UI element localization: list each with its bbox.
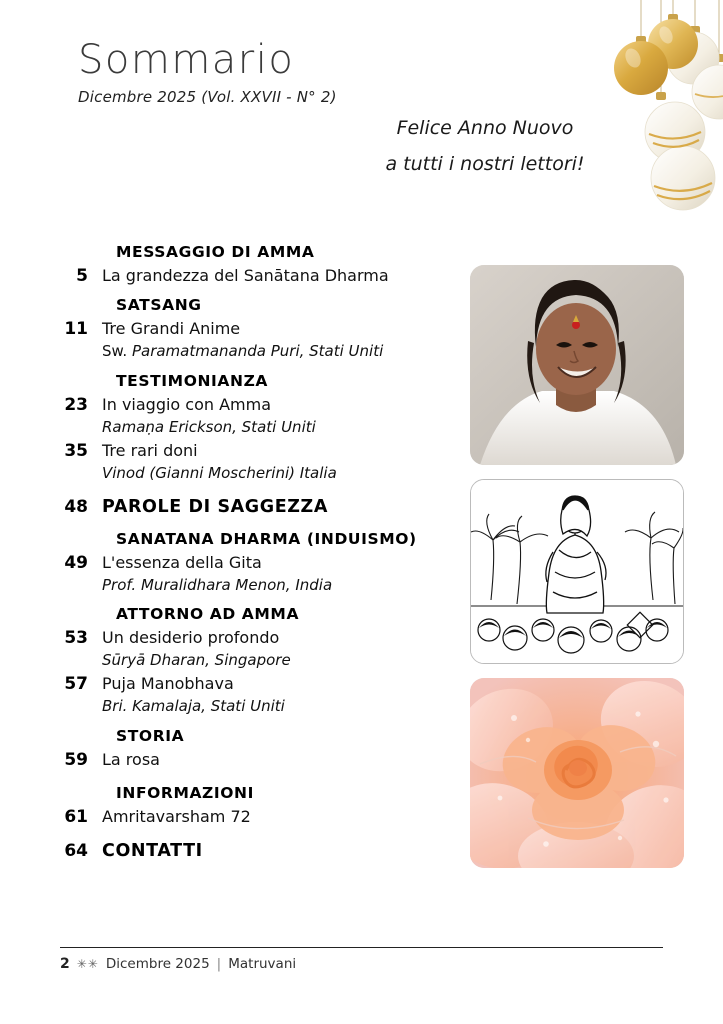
new-year-greeting [360, 110, 610, 182]
toc-section-heading: ATTORNO AD AMMA [116, 605, 300, 624]
toc-entry-title: Tre Grandi Anime [102, 319, 241, 339]
toc-section-heading: PAROLE DI SAGGEZZA [102, 497, 328, 518]
toc-entry-author: Vinod (Gianni Moscherini) Italia [102, 463, 337, 482]
toc-entry[interactable] [60, 264, 460, 287]
devotee-sketch-illustration [470, 479, 684, 664]
toc-entry-author: Bri. Kamalaja, Stati Uniti [102, 697, 285, 716]
toc-section-heading: SATSANG [116, 296, 202, 315]
toc-entry[interactable] [60, 317, 460, 363]
toc-page-number: 57 [64, 673, 88, 694]
toc-entry[interactable] [60, 626, 460, 672]
toc-page-number: 23 [64, 394, 88, 415]
toc-entry-title: La rosa [102, 749, 160, 769]
amma-portrait-photo [470, 265, 684, 465]
toc-section-heading: SANATANA DHARMA (INDUISMO) [116, 529, 417, 548]
toc-entry-title: Tre rari doni [102, 440, 198, 460]
footer-stars-icon: ✳✳ [76, 957, 99, 971]
toc-page-number: 11 [64, 319, 88, 340]
toc-entry-author: Prof. Muralidhara Menon, India [102, 575, 333, 594]
page-footer [60, 947, 663, 972]
table-of-contents [60, 240, 460, 864]
toc-section-heading: TESTIMONIANZA [116, 371, 269, 390]
greeting-line-2: a tutti i nostri lettori! [385, 153, 585, 176]
issue-subtitle: Dicembre 2025 (Vol. XXVII - N° 2) [78, 88, 337, 106]
toc-page-number: 48 [64, 497, 88, 518]
toc-entry[interactable] [60, 393, 460, 439]
toc-entry-title: La grandezza del Sanātana Dharma [102, 266, 389, 286]
christmas-baubles-decoration [523, 0, 723, 215]
toc-page-number: 53 [64, 628, 88, 649]
illustrations-column [470, 265, 684, 882]
toc-entry[interactable] [60, 551, 460, 597]
toc-page-number: 35 [64, 440, 88, 461]
toc-entry[interactable] [60, 672, 460, 718]
toc-page-number: 59 [64, 749, 88, 770]
toc-entry[interactable] [60, 748, 460, 771]
toc-page-number: 49 [64, 552, 88, 573]
toc-entry-author: Sūryā Dharan, Singapore [102, 651, 291, 670]
toc-entry[interactable] [60, 838, 460, 864]
toc-entry-author: Ramaṇa Erickson, Stati Uniti [102, 418, 316, 437]
greeting-line-1: Felice Anno Nuovo [396, 117, 574, 139]
toc-entry[interactable] [60, 494, 460, 520]
toc-section-heading: MESSAGGIO DI AMMA [116, 243, 315, 261]
page-title: Sommario [78, 37, 295, 83]
author-prefix: Sw. [102, 342, 132, 361]
toc-entry-title: L'essenza della Gita [102, 552, 262, 572]
footer-page-number: 2 [60, 956, 70, 972]
toc-page-number: 5 [76, 266, 88, 287]
toc-entry-author [102, 340, 460, 363]
footer-date: Dicembre 2025 [105, 956, 210, 972]
toc-page-number: 64 [64, 841, 88, 862]
toc-entry[interactable] [60, 805, 460, 828]
toc-section-heading: STORIA [116, 726, 185, 745]
toc-entry-title: Un desiderio profondo [102, 628, 280, 648]
toc-entry-title: Amritavarsham 72 [102, 806, 251, 826]
footer-publication: Matruvani [228, 956, 297, 972]
toc-section-heading: CONTATTI [102, 841, 203, 862]
toc-page-number: 61 [64, 806, 88, 827]
toc-entry[interactable] [60, 439, 460, 485]
toc-section-heading: INFORMAZIONI [116, 783, 254, 802]
footer-separator: | [216, 956, 222, 972]
toc-entry-title: In viaggio con Amma [102, 394, 272, 414]
page-title-block [78, 37, 337, 106]
toc-entry-title: Puja Manobhava [102, 673, 234, 693]
rose-photo [470, 678, 684, 868]
author-name: Paramatmananda Puri, Stati Uniti [131, 342, 384, 361]
